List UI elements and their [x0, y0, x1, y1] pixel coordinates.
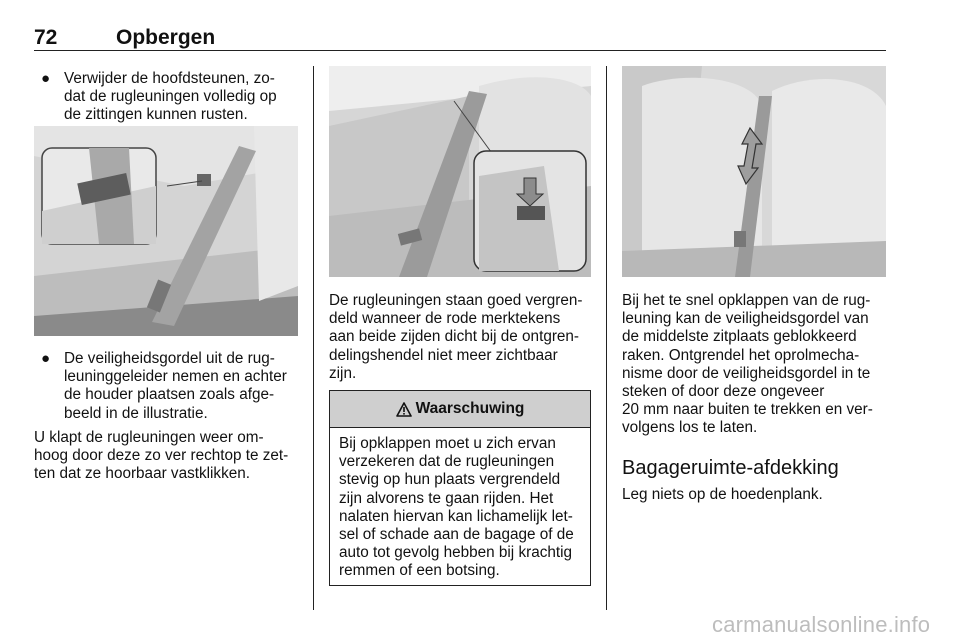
column-divider-2: [606, 66, 607, 610]
bullet-dot: ●: [41, 70, 51, 87]
page-title: Opbergen: [116, 26, 216, 49]
body-paragraph: De rugleuningen staan goed vergren- deld wanneer de rode merktekens aan beide zijden dicht bij de ontgren- delingshendel niet meer zichtbaar zijn.: [329, 292, 583, 382]
page-number: 72: [34, 26, 58, 49]
bullet-item: [34, 70, 304, 125]
warning-box: [329, 390, 591, 586]
body-paragraph: Leg niets op de hoedenplank.: [622, 486, 823, 503]
illustration-seatbelt-holder: [34, 126, 298, 336]
column-divider-1: [313, 66, 314, 610]
illustration-red-markers: [329, 66, 591, 277]
body-paragraph: U klapt de rugleuningen weer om- hoog door deze zo ver rechtop te zet- ten dat ze hoorbaar vastklikken.: [34, 428, 289, 483]
section-heading: Bagageruimte-afdekking: [622, 457, 839, 479]
column-1-lower: [34, 350, 304, 483]
illustration-center-seatbelt: [622, 66, 886, 277]
bullet-text: Verwijder de hoofdsteunen, zo- dat de rugleuningen volledig op de zittingen kunnen rusten.: [64, 70, 277, 124]
bullet-text: De veiligheidsgordel uit de rug- leuninggeleider nemen en achter de houder plaatsen zoals afge- beeld in de illustratie.: [64, 350, 287, 422]
watermark: carmanualsonline.info: [712, 612, 931, 637]
warning-triangle-icon: [396, 402, 412, 417]
body-paragraph: Bij het te snel opklappen van de rug- leuning kan de veiligheidsgordel van de middelste zitplaats geblokkeerd raken. Ontgrendel het oprolmecha- nisme door de veiligheidsgordel in te steken of door deze ongeveer 20 mm naar buiten te trekken en ver- volgens los te laten.: [622, 292, 873, 437]
column-1: [34, 70, 304, 125]
warning-header: [330, 391, 590, 428]
bullet-dot: ●: [41, 350, 51, 367]
header-rule: [34, 50, 886, 51]
warning-text: Bij opklappen moet u zich ervan verzekeren dat de rugleuningen stevig op hun plaats vergrendeld zijn alvorens te gaan rijden. Het nalaten hiervan kan lichamelijk let- sel of schade aan de bagage of de auto tot gevolg hebben bij krachtig remmen of een botsing.: [339, 435, 574, 580]
warning-title: Waarschuwing: [415, 400, 525, 417]
bullet-item: [34, 350, 304, 423]
